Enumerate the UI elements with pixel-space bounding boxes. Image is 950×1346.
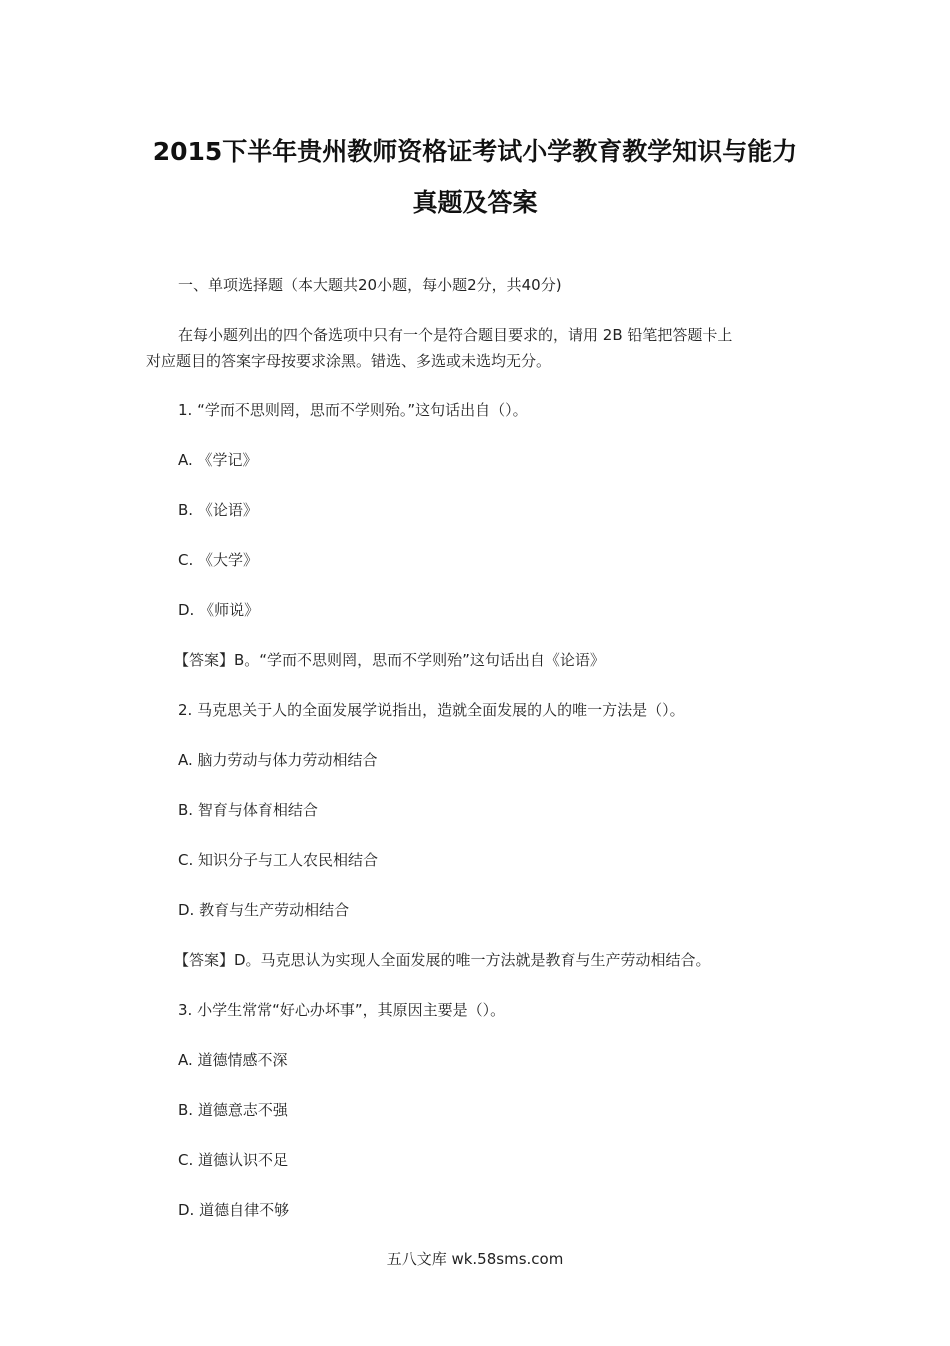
question-2-option-d: D. 教育与生产劳动相结合	[178, 901, 350, 919]
question-1-option-c: C. 《大学》	[178, 551, 259, 569]
question-3-stem: 3. 小学生常常“好心办坏事”，其原因主要是（）。	[178, 1001, 506, 1019]
question-3-option-a: A. 道德情感不深	[178, 1051, 288, 1069]
question-2-stem: 2. 马克思关于人的全面发展学说指出，造就全面发展的人的唯一方法是（）。	[178, 701, 685, 719]
question-2-option-a: A. 脑力劳动与体力劳动相结合	[178, 751, 378, 769]
question-3-option-d: D. 道德自律不够	[178, 1201, 290, 1219]
document-title-line1: 2015下半年贵州教师资格证考试小学教育教学知识与能力	[152, 137, 798, 166]
document-title-line2: 真题及答案	[412, 188, 538, 217]
question-1-stem: 1. “学而不思则罔，思而不学则殆。”这句话出自（）。	[178, 401, 528, 419]
question-1-option-d: D. 《师说》	[178, 601, 260, 619]
question-1-option-b: B. 《论语》	[178, 501, 258, 519]
question-2-option-c: C. 知识分子与工人农民相结合	[178, 851, 379, 869]
question-3-option-c: C. 道德认识不足	[178, 1151, 289, 1169]
question-2-answer: 【答案】D。马克思认为实现人全面发展的唯一方法就是教育与生产劳动相结合。	[174, 951, 711, 969]
section-heading: 一、单项选择题（本大题共20小题，每小题2分，共40分)	[178, 276, 562, 294]
question-1-answer: 【答案】B。“学而不思则罔，思而不学则殆”这句话出自《论语》	[174, 651, 605, 669]
page-footer: 五八文库 wk.58sms.com	[386, 1250, 564, 1268]
question-1-option-a: A. 《学记》	[178, 451, 258, 469]
instructions-line1: 在每小题列出的四个备选项中只有一个是符合题目要求的，请用 2B 铅笔把答题卡上	[178, 326, 733, 344]
question-2-option-b: B. 智育与体育相结合	[178, 801, 318, 819]
question-3-option-b: B. 道德意志不强	[178, 1101, 288, 1119]
instructions-line2: 对应题目的答案字母按要求涂黑。错选、多选或未选均无分。	[146, 352, 552, 370]
